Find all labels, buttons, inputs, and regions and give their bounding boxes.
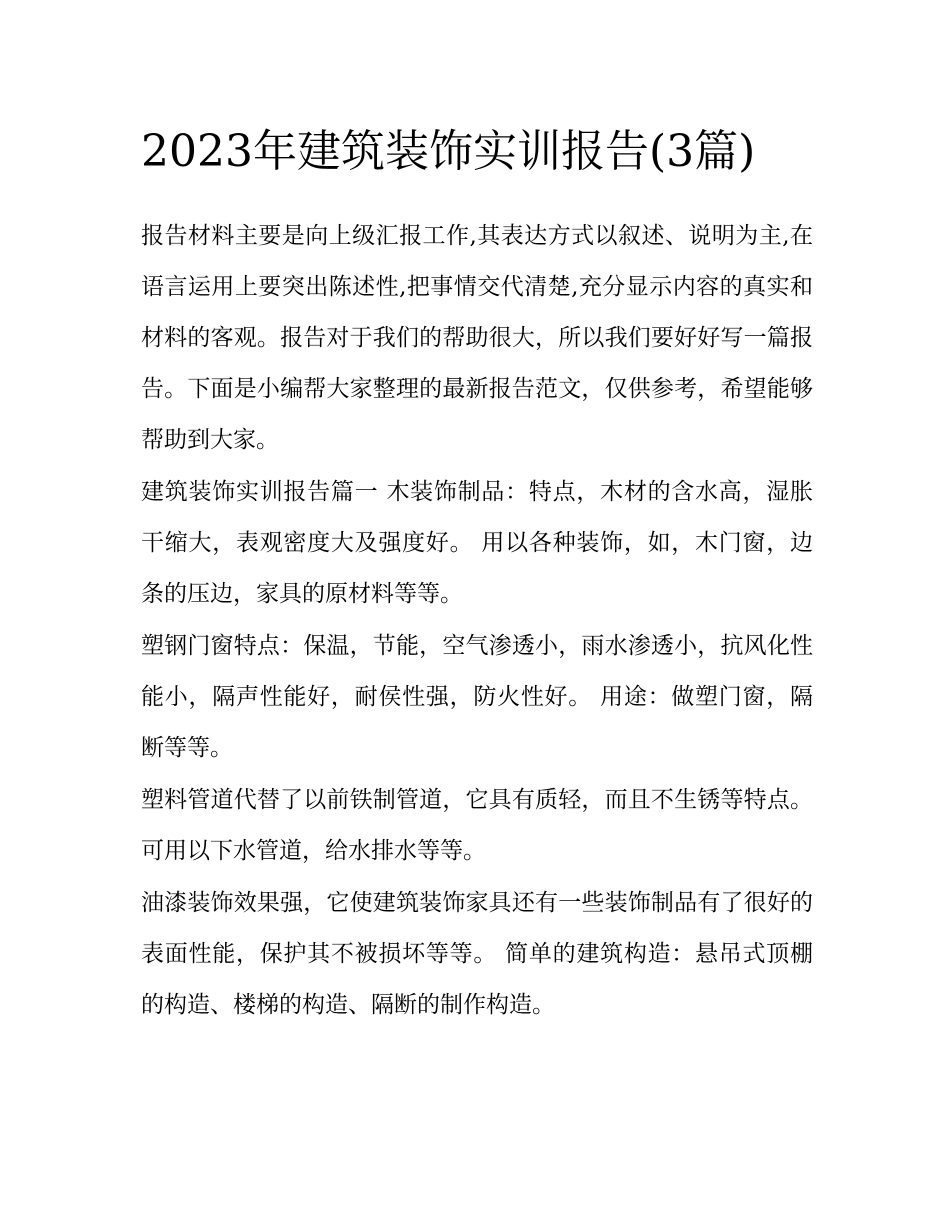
- paragraph-wood-products: 建筑装饰实训报告篇一 木装饰制品：特点，木材的含水高，湿胀干缩大，表观密度大及强度好。 用以各种装饰，如，木门窗，边条的压边，家具的原材料等等。: [141, 479, 813, 607]
- paragraph-paint-and-construction: 油漆装饰效果强，它使建筑装饰家具还有一些装饰制品有了很好的表面性能，保护其不被损坏等等。 简单的建筑构造：悬吊式顶棚的构造、楼梯的构造、隔断的制作构造。: [141, 890, 813, 1018]
- document-body: [141, 114, 813, 1032]
- document-title: 2023年建筑装饰实训报告(3篇): [141, 126, 756, 177]
- paragraph-intro: 报告材料主要是向上级汇报工作,其表达方式以叙述、说明为主,在语言运用上要突出陈述性,把事情交代清楚,充分显示内容的真实和材料的客观。报告对于我们的帮助很大，所以我们要好好写一篇报告。下面是小编帮大家整理的最新报告范文，仅供参考，希望能够帮助到大家。: [141, 223, 813, 453]
- paragraph-plastic-pipes: 塑料管道代替了以前铁制管道，它具有质轻，而且不生锈等特点。可用以下水管道，给水排水等等。: [141, 787, 813, 864]
- paragraph-plastic-steel-windows: 塑钢门窗特点：保温，节能，空气渗透小，雨水渗透小，抗风化性能小，隔声性能好，耐侯性强，防火性好。 用途：做塑门窗，隔断等等。: [141, 633, 813, 761]
